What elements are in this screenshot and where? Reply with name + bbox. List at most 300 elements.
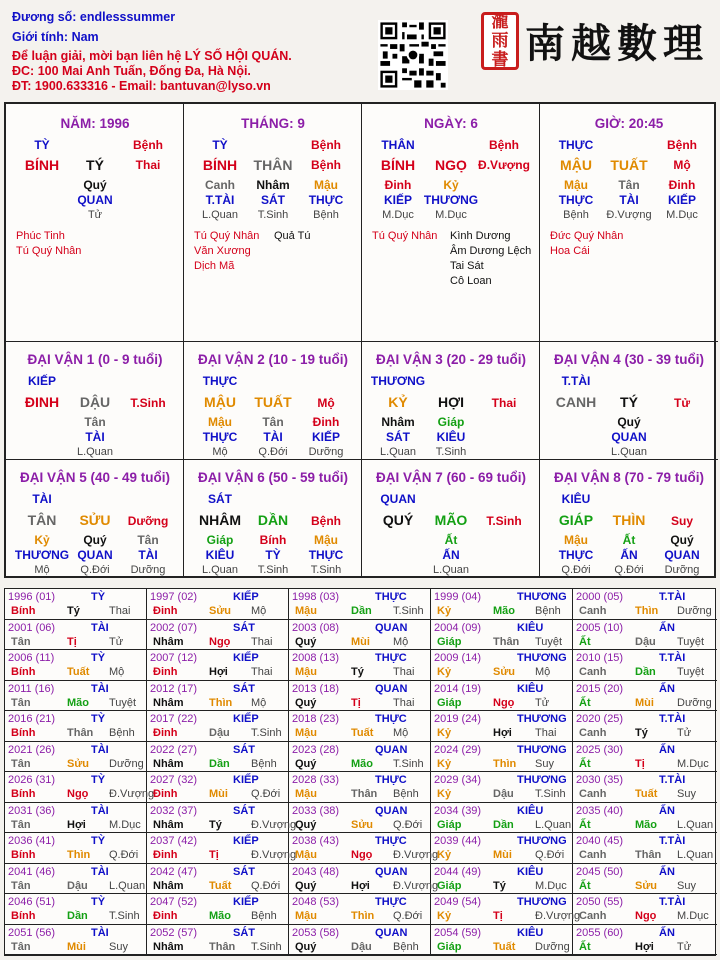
year-branch: Ngọ <box>493 696 515 709</box>
year-god: SÁT <box>233 804 255 817</box>
pillar-top-state: Bệnh <box>489 138 519 152</box>
year-god: TÀI <box>91 926 109 939</box>
year-cell <box>289 681 431 712</box>
year-branch: Tị <box>493 910 503 922</box>
year-branch: Hợi <box>351 879 370 892</box>
year-branch: Thìn <box>493 757 517 770</box>
hidden-stem: Kỷ <box>443 178 459 192</box>
year-state: Tuyệt <box>677 666 705 678</box>
dai-van-title: ĐẠI VẬN 5 (40 - 49 tuổi) <box>19 470 171 485</box>
year-stem: Quý <box>295 940 317 953</box>
year-branch: Thìn <box>635 605 659 617</box>
star-other: Âm Dương Lệch <box>450 245 532 257</box>
pillar-branch: TÝ <box>86 157 104 173</box>
dai-van-cell <box>540 342 718 460</box>
year-god: THỰC <box>375 774 407 786</box>
year-stem: Ất <box>579 635 591 648</box>
year-label: 2054 (59) <box>434 926 482 939</box>
dai-van-stem: NHÂM <box>199 512 241 528</box>
brand-logo: 南越數理 <box>525 20 709 67</box>
seal-stamp: 瀧 雨 書 <box>481 12 519 70</box>
year-state: Suy <box>535 757 554 770</box>
year-stem: Canh <box>579 788 607 800</box>
year-stem: Bính <box>11 910 36 922</box>
pillar-stem: MẬU <box>560 157 592 173</box>
dai-van-god: THỰC <box>202 374 238 388</box>
year-branch: Tuất <box>635 788 658 800</box>
year-label: 2045 (50) <box>576 865 624 878</box>
year-cell <box>573 681 717 712</box>
year-stem: Canh <box>579 910 607 922</box>
year-branch: Dậu <box>351 940 372 953</box>
year-state: Q.Đới <box>109 849 139 861</box>
hidden-god: KIẾP <box>383 193 413 207</box>
hidden-god: KIẾP <box>667 193 697 207</box>
pillar-title: GIỜ: 20:45 <box>594 116 664 131</box>
year-god: TÀI <box>91 682 109 695</box>
year-state: Mộ <box>393 727 409 739</box>
year-god: T.TÀI <box>659 774 686 786</box>
hidden-stem: Mậu <box>208 415 232 429</box>
star-good: Hoa Cái <box>550 245 590 257</box>
year-cell <box>573 589 717 620</box>
year-state: Bệnh <box>535 605 561 617</box>
year-cell <box>147 650 289 681</box>
year-state: Bệnh <box>109 727 135 739</box>
year-god: SÁT <box>233 865 255 878</box>
hidden-stem: Ất <box>622 533 636 547</box>
star-good: Tú Quý Nhân <box>372 230 438 242</box>
year-branch: Sửu <box>209 605 232 617</box>
year-branch: Tý <box>493 879 506 892</box>
dai-van-title: ĐẠI VẬN 2 (10 - 19 tuổi) <box>197 352 349 367</box>
year-cell <box>431 864 573 895</box>
dai-van-state: Mộ <box>317 396 335 410</box>
year-stem: Quý <box>295 818 317 831</box>
dai-van-stem: MẬU <box>204 394 236 410</box>
year-god: KIÊU <box>517 682 544 695</box>
year-god: THƯƠNG <box>517 652 567 664</box>
year-stem: Quý <box>295 757 317 770</box>
year-cell <box>289 742 431 773</box>
year-label: 2004 (09) <box>434 621 482 634</box>
year-branch: Mão <box>209 910 231 922</box>
year-god: THƯƠNG <box>517 591 567 603</box>
year-state: Dưỡng <box>677 696 712 709</box>
year-label: 2020 (25) <box>576 713 624 725</box>
year-branch: Dần <box>209 757 230 770</box>
hidden-stem: Quý <box>617 415 641 429</box>
year-branch: Thân <box>351 788 378 800</box>
pillar-state: Đ.Vượng <box>478 158 530 172</box>
year-god: QUAN <box>375 865 408 878</box>
hidden-stem: Tân <box>262 415 284 429</box>
hidden-god: THỰC <box>308 193 344 207</box>
year-stem: Canh <box>579 605 607 617</box>
pillar-state: Mộ <box>673 158 691 172</box>
hidden-stem: Giáp <box>206 533 234 547</box>
year-god: KIẾP <box>233 652 259 664</box>
year-branch: Tị <box>67 635 77 648</box>
year-branch: Dậu <box>209 727 230 739</box>
pillar-state: Bệnh <box>311 158 341 172</box>
year-state: Suy <box>677 879 696 892</box>
year-god: KIẾP <box>233 591 259 603</box>
hidden-god: TÀI <box>85 430 105 444</box>
year-cell <box>431 742 573 773</box>
hidden-state: Dưỡng <box>664 564 700 576</box>
pillar-top-state: Bệnh <box>667 138 697 152</box>
hidden-stem: Quý <box>670 533 694 547</box>
dai-van-god: TÀI <box>32 492 52 506</box>
year-branch: Sửu <box>67 757 90 770</box>
hidden-state: Dưỡng <box>130 564 166 576</box>
year-state: Bệnh <box>393 788 419 800</box>
year-label: 2051 (56) <box>8 926 56 939</box>
star-other: Cô Loan <box>450 275 492 287</box>
hidden-state: M.Dục <box>382 209 414 221</box>
qr-code-icon <box>378 20 448 90</box>
pillar-state: Thai <box>135 158 161 172</box>
year-god: QUAN <box>375 621 408 634</box>
year-state: Tuyệt <box>535 635 563 648</box>
year-state: L.Quan <box>677 849 714 861</box>
year-state: Q.Đới <box>393 818 423 831</box>
dai-van-god: KIÊU <box>561 492 591 506</box>
year-cell <box>147 711 289 742</box>
year-branch: Mùi <box>209 788 228 800</box>
year-stem: Đinh <box>153 788 178 800</box>
year-label: 2027 (32) <box>150 774 198 786</box>
year-state: T.Sinh <box>393 757 424 770</box>
year-stem: Mậu <box>295 727 317 739</box>
pillar-god: TỲ <box>212 138 228 152</box>
year-god: THỰC <box>375 652 407 664</box>
year-label: 2053 (58) <box>292 926 340 939</box>
year-stem: Ất <box>579 757 591 770</box>
year-god: THƯƠNG <box>517 896 567 908</box>
year-state: Q.Đới <box>393 910 423 922</box>
header <box>0 0 720 100</box>
year-stem: Bính <box>11 788 36 800</box>
year-stem: Bính <box>11 727 36 739</box>
hidden-god: TỲ <box>265 548 281 562</box>
year-god: TÀI <box>91 865 109 878</box>
hidden-state: Q.Đới <box>561 564 591 576</box>
year-state: Mộ <box>251 696 267 709</box>
year-cell <box>147 803 297 834</box>
year-state: L.Quan <box>535 818 572 831</box>
dai-van-title: ĐẠI VẬN 1 (0 - 9 tuổi) <box>27 352 163 367</box>
year-branch: Dậu <box>493 788 514 800</box>
pillar-stem: BÍNH <box>380 157 416 173</box>
year-god: ẤN <box>659 682 675 695</box>
year-branch: Mão <box>351 757 373 770</box>
year-branch: Sửu <box>351 818 374 831</box>
year-stem: Quý <box>295 696 317 709</box>
year-god: T.TÀI <box>659 591 686 603</box>
year-god: T.TÀI <box>659 713 686 725</box>
year-label: 2018 (23) <box>292 713 340 725</box>
hidden-stem: Tân <box>84 415 106 429</box>
year-state: Thai <box>393 666 415 678</box>
year-state: T.Sinh <box>535 788 566 800</box>
year-stem: Giáp <box>437 635 462 648</box>
year-state: M.Dục <box>677 910 709 922</box>
year-cell <box>289 711 431 742</box>
dai-van-title: ĐẠI VẬN 4 (30 - 39 tuổi) <box>553 352 705 367</box>
year-god: TỲ <box>91 896 106 908</box>
year-stem: Đinh <box>153 910 178 922</box>
star-other: Kình Dương <box>450 230 511 242</box>
year-stem: Giáp <box>437 940 462 953</box>
hidden-state: L.Quan <box>76 446 114 458</box>
year-label: 2043 (48) <box>292 865 340 878</box>
year-god: KIẾP <box>233 835 259 847</box>
year-god: TỲ <box>91 774 106 786</box>
year-label: 2049 (54) <box>434 896 482 908</box>
year-branch: Tị <box>351 696 361 709</box>
year-stem: Ất <box>579 696 591 709</box>
year-cell <box>147 742 289 773</box>
star-other: Tai Sát <box>450 260 484 272</box>
year-state: Tử <box>109 635 124 648</box>
year-stem: Kỷ <box>437 910 452 922</box>
dai-van-cell <box>6 342 184 460</box>
pillar-cell <box>184 104 362 342</box>
year-cell <box>289 925 431 956</box>
year-stem: Canh <box>579 849 607 861</box>
dai-van-title: ĐẠI VẬN 6 (50 - 59 tuổi) <box>197 470 349 485</box>
year-branch: Dần <box>635 666 656 678</box>
year-stem: Nhâm <box>153 696 184 709</box>
year-god: ẤN <box>659 743 675 756</box>
year-label: 2044 (49) <box>434 865 482 878</box>
year-label: 2014 (19) <box>434 682 482 695</box>
year-branch: Ngọ <box>635 910 657 922</box>
year-god: THƯƠNG <box>517 713 567 725</box>
year-cell <box>5 925 147 956</box>
year-stem: Canh <box>579 727 607 739</box>
year-god: SÁT <box>233 682 255 695</box>
hidden-state: T.Sinh <box>257 564 289 576</box>
hidden-god: SÁT <box>386 430 410 444</box>
year-branch: Mùi <box>67 940 86 953</box>
year-cell <box>431 589 573 620</box>
dai-van-stem: TÂN <box>27 512 57 528</box>
year-stem: Quý <box>295 635 317 648</box>
year-label: 2025 (30) <box>576 743 624 756</box>
year-label: 2017 (22) <box>150 713 198 725</box>
year-branch: Dậu <box>635 635 656 648</box>
year-label: 2029 (34) <box>434 774 482 786</box>
year-god: T.TÀI <box>659 652 686 664</box>
hidden-state: M.Dục <box>666 209 698 221</box>
year-stem: Tân <box>11 696 31 709</box>
year-label: 2032 (37) <box>150 804 198 817</box>
year-label: 2023 (28) <box>292 743 340 756</box>
year-label: 2006 (11) <box>8 652 55 664</box>
year-label: 2046 (51) <box>8 896 56 908</box>
year-label: 2036 (41) <box>8 835 56 847</box>
year-cell <box>147 681 289 712</box>
dai-van-branch: MÃO <box>434 512 468 528</box>
year-state: Mộ <box>535 666 551 678</box>
year-cell <box>573 650 717 681</box>
dai-van-stem: ĐINH <box>24 394 60 410</box>
year-label: 2030 (35) <box>576 774 624 786</box>
year-god: TỲ <box>91 652 106 664</box>
dai-van-stem: GIÁP <box>558 512 594 528</box>
year-cell <box>147 772 289 803</box>
year-state: Tử <box>535 696 550 709</box>
pillar-branch: TUẤT <box>610 157 648 173</box>
hidden-god: KIÊU <box>205 548 235 562</box>
hidden-stem: Quý <box>83 533 107 547</box>
dai-van-god: T.TÀI <box>561 374 591 388</box>
year-branch: Tý <box>67 605 80 617</box>
year-god: TỲ <box>91 591 106 603</box>
hidden-god: THƯƠNG <box>14 548 70 562</box>
year-state: Suy <box>677 788 696 800</box>
year-god: ẤN <box>659 865 675 878</box>
dai-van-cell <box>362 342 540 460</box>
year-god: THƯƠNG <box>517 835 567 847</box>
year-label: 2026 (31) <box>8 774 56 786</box>
year-state: Đ.Vượng <box>535 910 581 922</box>
year-god: SÁT <box>233 926 255 939</box>
year-branch: Tuất <box>493 940 516 953</box>
hidden-god: SÁT <box>261 193 285 207</box>
year-god: TÀI <box>91 621 109 634</box>
year-stem: Đinh <box>153 605 178 617</box>
year-stem: Đinh <box>153 849 178 861</box>
pillar-stem: BÍNH <box>202 157 238 173</box>
year-label: 2047 (52) <box>150 896 198 908</box>
year-cell <box>573 711 717 742</box>
hidden-stem: Đinh <box>384 178 412 192</box>
year-state: Thai <box>109 605 131 617</box>
year-label: 2050 (55) <box>576 896 624 908</box>
hidden-state: Q.Đới <box>80 564 110 576</box>
year-branch: Hợi <box>493 727 512 739</box>
year-label: 2019 (24) <box>434 713 482 725</box>
year-state: Mộ <box>251 605 267 617</box>
year-label: 2048 (53) <box>292 896 340 908</box>
year-state: L.Quan <box>109 879 146 892</box>
year-stem: Bính <box>11 849 36 861</box>
year-state: Tuyệt <box>109 696 137 709</box>
year-god: T.TÀI <box>659 896 686 908</box>
year-state: Dưỡng <box>677 605 712 617</box>
dai-van-branch: DẦN <box>257 512 289 528</box>
year-label: 2038 (43) <box>292 835 340 847</box>
year-cell <box>147 620 289 651</box>
year-stem: Kỷ <box>437 605 452 617</box>
year-state: Thai <box>535 727 557 739</box>
year-god: SÁT <box>233 621 255 634</box>
year-god: KIẾP <box>233 713 259 725</box>
year-label: 2013 (18) <box>292 682 340 695</box>
hidden-state: M.Dục <box>435 209 467 221</box>
year-state: Tuyệt <box>677 635 705 648</box>
year-cell <box>573 620 717 651</box>
year-branch: Tị <box>635 757 645 770</box>
year-cell <box>289 620 431 651</box>
dai-van-state: Thai <box>491 396 517 410</box>
star-good: Dịch Mã <box>194 260 235 272</box>
year-god: KIÊU <box>517 865 544 878</box>
year-stem: Mậu <box>295 910 317 922</box>
hidden-state: L.Quan <box>432 564 470 576</box>
year-stem: Mậu <box>295 788 317 800</box>
hidden-god: TÀI <box>619 193 639 207</box>
hidden-god: TÀI <box>138 548 158 562</box>
year-label: 2001 (06) <box>8 621 56 634</box>
year-label: 2016 (21) <box>8 713 56 725</box>
dai-van-cell <box>362 460 540 578</box>
year-label: 2031 (36) <box>8 804 56 817</box>
year-label: 2028 (33) <box>292 774 340 786</box>
year-cell <box>5 742 147 773</box>
dai-van-branch: TÝ <box>620 394 638 410</box>
year-stem: Bính <box>11 666 36 678</box>
hidden-state: Bệnh <box>563 209 589 221</box>
hidden-stem: Bính <box>259 533 287 547</box>
year-branch: Mùi <box>493 849 512 861</box>
year-cell <box>573 742 717 773</box>
dai-van-god: SÁT <box>208 492 232 506</box>
year-cell <box>5 894 147 925</box>
year-label: 2041 (46) <box>8 865 56 878</box>
dai-van-god: KIẾP <box>27 374 57 388</box>
year-state: M.Dục <box>109 818 141 831</box>
dai-van-state: Dưỡng <box>127 514 169 528</box>
hidden-state: Dưỡng <box>308 446 344 458</box>
year-branch: Hợi <box>67 818 86 831</box>
year-cell <box>431 650 573 681</box>
year-state: Mộ <box>393 635 409 648</box>
year-god: KIÊU <box>517 804 544 817</box>
year-god: KIẾP <box>233 896 259 908</box>
year-cell <box>289 833 439 864</box>
year-label: 2035 (40) <box>576 804 624 817</box>
year-god: THỰC <box>375 591 407 603</box>
dai-van-god: THƯƠNG <box>370 374 426 388</box>
hidden-stem: Mậu <box>314 178 338 192</box>
year-branch: Mùi <box>351 635 370 648</box>
year-branch: Tý <box>351 666 364 678</box>
year-state: Suy <box>109 940 128 953</box>
year-cell <box>147 589 289 620</box>
year-state: Dưỡng <box>535 940 570 953</box>
year-branch: Ngọ <box>209 635 231 648</box>
year-label: 2010 (15) <box>576 652 624 664</box>
year-stem: Tân <box>11 635 31 648</box>
year-branch: Tị <box>209 849 219 861</box>
year-god: ẤN <box>659 926 675 939</box>
year-stem: Kỷ <box>437 788 452 800</box>
year-cell <box>289 772 431 803</box>
year-branch: Thân <box>67 727 94 739</box>
year-state: Q.Đới <box>251 788 281 800</box>
year-stem: Giáp <box>437 879 462 892</box>
year-label: 2008 (13) <box>292 652 340 664</box>
year-label: 2024 (29) <box>434 743 482 756</box>
year-state: T.Sinh <box>109 910 140 922</box>
year-state: Đ.Vượng <box>251 818 297 831</box>
year-stem: Đinh <box>153 666 178 678</box>
